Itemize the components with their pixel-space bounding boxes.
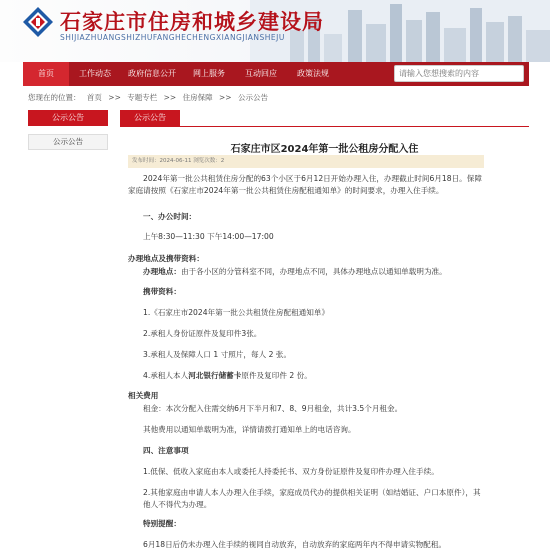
material-item: 2.承租人身份证原件及复印件3张。 [143,329,262,338]
breadcrumb-separator: >> [163,93,177,102]
office-hours: 上午8:30—11:30 下午14:00—17:00 [143,232,274,241]
location-line [143,266,447,278]
breadcrumb-notices[interactable]: 公示公告 [237,93,268,102]
material-text: 4.承租人本人 [143,371,189,380]
heading-location: 办理地点及携带资料： [128,254,204,263]
heading-materials: 携带资料： [143,287,181,296]
breadcrumb-separator: >> [108,93,121,102]
fee-rent: 租金：本次分配入住需交纳6月下半月和7、8、9月租金，共计3.5个月租金。 [143,404,403,413]
breadcrumb-topics[interactable]: 专题专栏 [127,93,158,102]
material-item [143,370,312,382]
material-item: 3.承租人及保障人口 1 寸照片，每人 2 张。 [143,350,292,359]
tab-divider [120,126,529,127]
heading-reminder: 特别提醒： [143,519,181,528]
nav-item-work-news[interactable]: 工作动态 [79,69,111,78]
fee-other: 其他费用以通知单载明为准，详情请拨打通知单上的电话咨询。 [143,425,356,434]
site-pinyin: SHIJIAZHUANGSHIZHUFANGHECHENGXIANGJIANSHEJU [60,33,285,42]
diamond-emblem-icon [22,6,54,38]
heading-notes: 四、注意事项 [143,446,189,455]
breadcrumb-home[interactable]: 首页 [86,93,102,102]
note-item: 2.其他家庭由申请人本人办理入住手续，家庭成员代办的提供相关证明（如结婚证、户口本原件），其他人不得代为办理。 [143,488,481,509]
nav-item-policy[interactable]: 政策法规 [297,69,329,78]
article-meta: 发布时间：2024-06-11 浏览次数：2 [128,155,484,168]
material-item: 1.《石家庄市2024年第一批公共租赁住房配租通知单》 [143,308,330,317]
nav-item-home[interactable]: 首页 [23,62,69,86]
nav-item-gov-info[interactable]: 政府信息公开 [128,69,176,78]
heading-office-hours: 一、办公时间： [143,212,197,221]
main-nav [23,62,529,86]
breadcrumb-separator: >> [219,93,232,102]
nav-item-online-service[interactable]: 网上服务 [193,69,225,78]
location-text: 由于各小区的分管科室不同，办理地点不同，具体办理地点以通知单载明为准。 [180,267,447,276]
paragraph-intro: 2024年第一批公共租赁住房分配的63个小区于6月12日开始办理入住，办理截止时间6月18日。保障家庭请按照《石家庄市2024年第一批公共租赁住房配租通知单》的时间要求，办理入住手续。 [128,174,482,195]
heading-fees: 相关费用 [128,391,159,400]
breadcrumb-label: 您现在的位置： [28,93,81,102]
site-header [0,0,550,62]
bank-card-name: 河北银行储蓄卡 [188,371,242,380]
breadcrumb [28,92,272,103]
article-title: 石家庄市区2024年第一批公租房分配入住 [230,144,419,155]
note-item: 1.低保、低收入家庭由本人或委托人持委托书、双方身份证原件及复印件办理入住手续。 [143,467,439,476]
material-text: 原件及复印件 2 份。 [241,371,312,380]
sidebar-item-notices[interactable]: 公示公告 [28,134,108,150]
search-input[interactable] [394,65,524,82]
tab-notices[interactable]: 公示公告 [120,110,180,126]
reminder-text: 6月18日后仍未办理入住手续的视同自动放弃，自动放弃的家庭两年内不得申请实物配租。 [143,540,447,549]
location-label: 办理地点： [143,267,181,276]
sidebar-heading: 公示公告 [28,110,108,126]
nav-item-interaction[interactable]: 互动回应 [245,69,277,78]
site-title[interactable]: 石家庄市住房和城乡建设局 [60,10,324,34]
breadcrumb-housing[interactable]: 住房保障 [182,93,213,102]
